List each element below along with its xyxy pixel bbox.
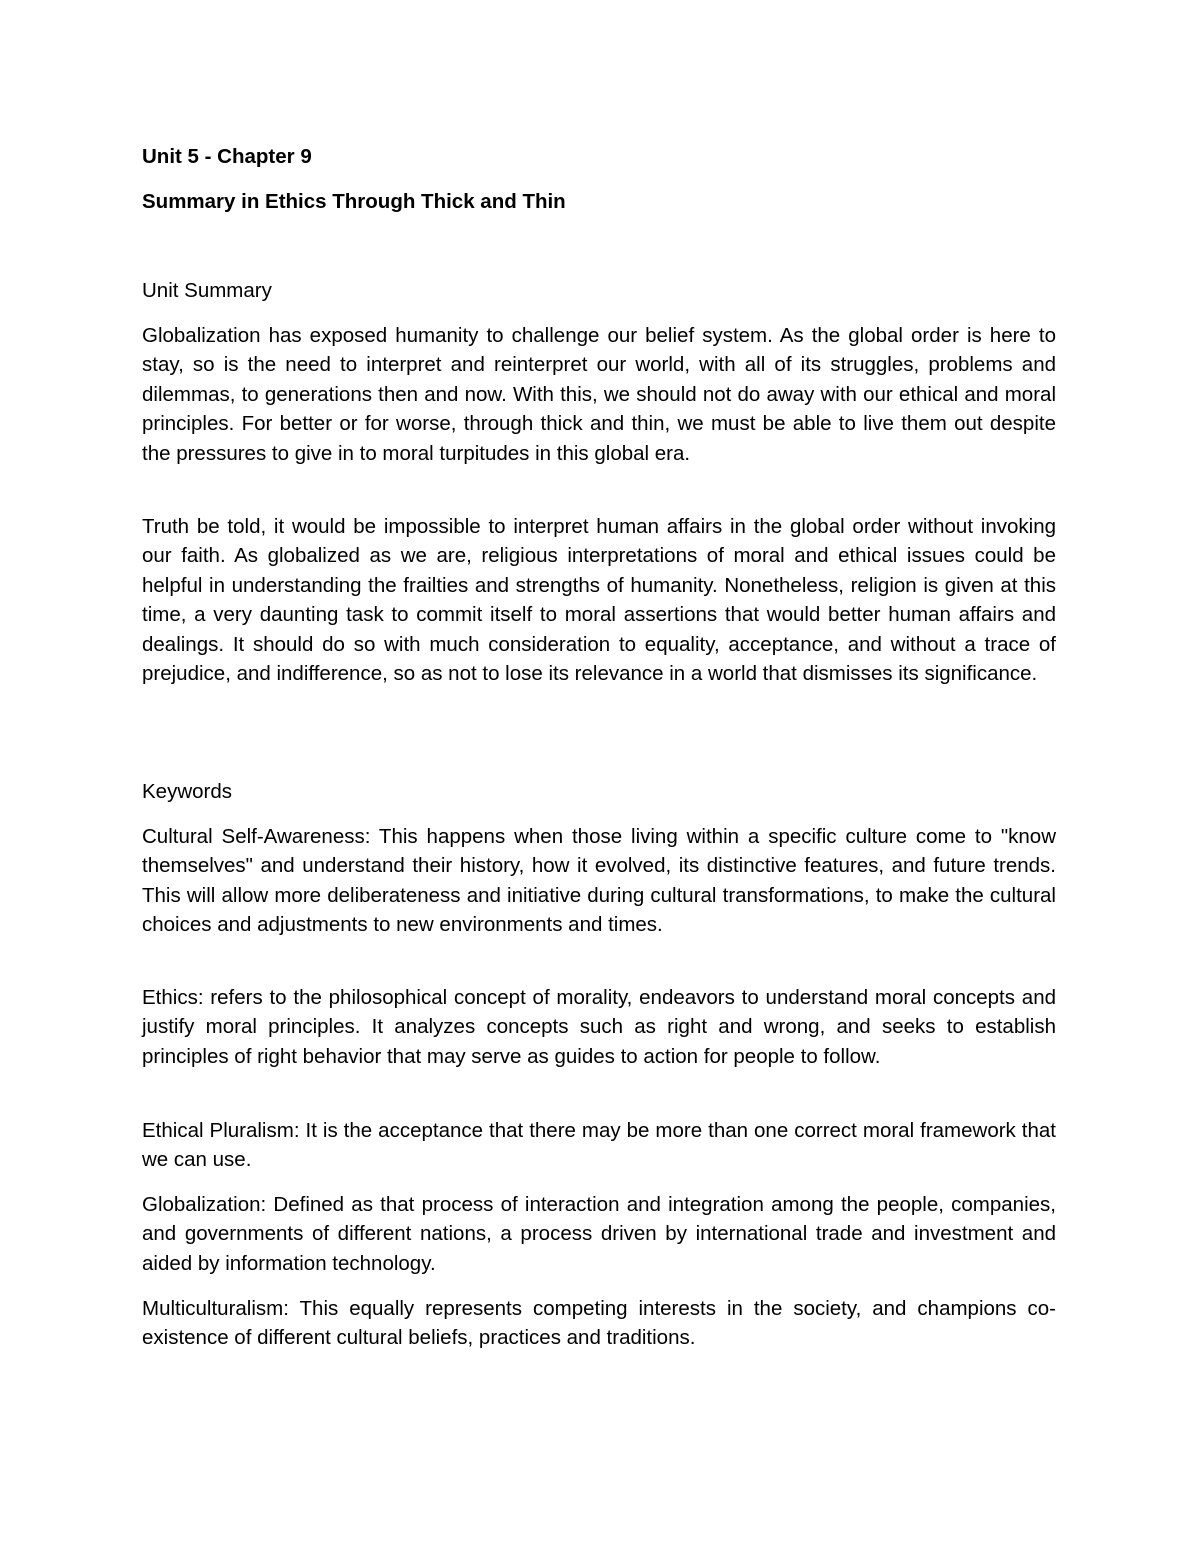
- summary-paragraph-2: Truth be told, it would be impossible to interpret human affairs in the global order without invoking our faith. As globalized as we are, religious interpretations of moral and ethical issues could be helpful in understanding the frailties and strengths of humanity. Nonetheless, religion is given at this time, a very daunting task to commit itself to moral assertions that would better human affairs and dealings. It should do so with much consideration to equality, acceptance, and without a trace of prejudice, and indifference, so as not to lose its relevance in a world that dismisses its significance.: [142, 515, 1056, 686]
- unit-summary-heading: Unit Summary: [142, 279, 272, 302]
- document-subtitle: Summary in Ethics Through Thick and Thin: [142, 190, 566, 213]
- keyword-ethics: Ethics: refers to the philosophical concept of morality, endeavors to understand moral concepts and justify moral principles. It analyzes concepts such as right and wrong, and seeks to establish principles of right behavior that may serve as guides to action for people to follow.: [142, 986, 1056, 1068]
- summary-paragraph-1: Globalization has exposed humanity to challenge our belief system. As the global order is here to stay, so is the need to interpret and reinterpret our world, with all of its struggles, problems and dilemmas, to generations then and now. With this, we should not do away with our ethical and moral principles. For better or for worse, through thick and thin, we must be able to live them out despite the pressures to give in to moral turpitudes in this global era.: [142, 324, 1056, 465]
- keywords-heading: Keywords: [142, 780, 233, 803]
- keyword-cultural-self-awareness: Cultural Self-Awareness: This happens when those living within a specific culture come to "know themselves" and understand their history, how it evolved, its distinctive features, and future trends. This will allow more deliberateness and initiative during cultural transformations, to make the cultural choices and adjustments to new environments and times.: [142, 825, 1056, 937]
- unit-title: Unit 5 - Chapter 9: [142, 145, 312, 168]
- keyword-globalization: Globalization: Defined as that process of interaction and integration among the people, companies, and governments of different nations, a process driven by international trade and investment and aided by information technology.: [142, 1193, 1056, 1275]
- keyword-ethical-pluralism: Ethical Pluralism: It is the acceptance that there may be more than one correct moral framework that we can use.: [142, 1119, 1056, 1172]
- keyword-multiculturalism: Multiculturalism: This equally represents competing interests in the society, and champions co-existence of different cultural beliefs, practices and traditions.: [142, 1297, 1056, 1350]
